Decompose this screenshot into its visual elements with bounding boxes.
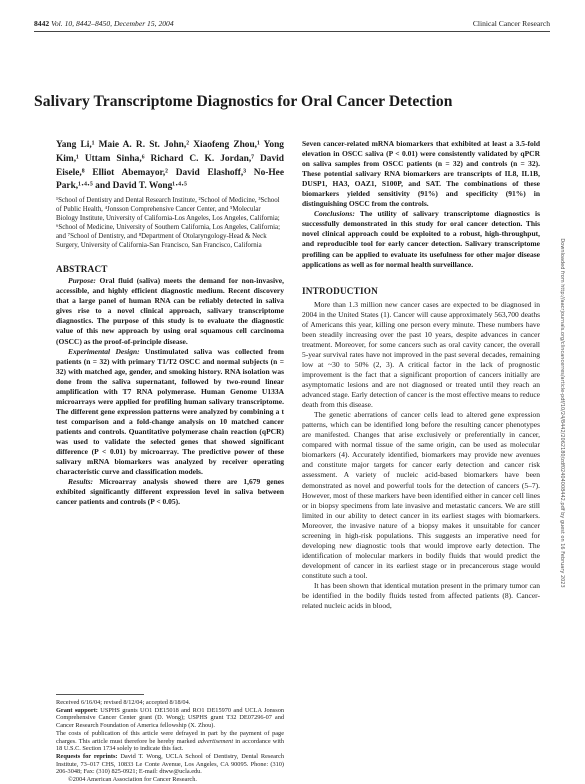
abstract-results-continued: Seven cancer-related mRNA biomarkers that exhibited at least a 3.5-fold elevation in OSCC saliva (P < 0.01) were consistently validated by qPCR on saliva samples from OSCC patients (n = 32) and controls (n = 32). These potential salivary RNA biomarkers are transcripts of IL8, IL1B, DUSP1, HA3, OAZ1, S100P, and SAT. The combinations of these biomarkers yielded sensitivity (91%) and specificity (91%) in distinguishing OSCC from the controls. xyxy=(302,139,540,209)
footnote-rule xyxy=(56,694,144,695)
right-column xyxy=(302,139,540,611)
intro-paragraph-1: More than 1.3 million new cancer cases are expected to be diagnosed in 2004 in the United States (1). Cancer will cause approximately 563,700 deaths of Americans this year, killing one person every minute. These numbers have been steadily increasing over the past 10 years, despite advances in cancer treatment. Moreover, for some cancers such as oral cavity cancer, the overall 5-year survival rates have not improved in the past several decades, remaining low at ~30 to 50% (2, 3). A critical factor in the lack of prognostic improvement is the fact that a significant proportion of cancers initially are asymptomatic lesions and are not diagnosed or treated until they reach an advanced stage. Early detection of cancer is the most effective means to reduce death from this disease. xyxy=(302,299,540,410)
page-number: 8442 xyxy=(34,19,50,28)
introduction-heading: INTRODUCTION xyxy=(302,285,378,296)
download-notice: Downloaded from http://aacrjournals.org/clincancerres/article-pdf/10/24/8442/2062180/zdf02404008442.pdf by guest on 16 February 2023 xyxy=(558,238,565,588)
abstract-design xyxy=(56,347,284,478)
abstract-conclusions xyxy=(302,209,540,269)
download-sidebar xyxy=(556,223,567,603)
publication-costs xyxy=(56,730,284,753)
journal-reference: Vol. 10, 8442–8450, December 15, 2004 xyxy=(51,19,174,28)
abstract-purpose xyxy=(56,276,284,346)
purpose-label: Purpose: xyxy=(68,276,96,286)
intro-paragraph-2: The genetic aberrations of cancer cells lead to altered gene expression patterns, which can be identified long before the resulting cancer phenotypes are manifested. Changes that arise exclusively or preferentially in cancer, compared with normal tissue of the same origin, can be used as molecular biomarkers (4). Accurately identified, biomarkers may provide new avenues and constitute major targets for cancer early detection and cancer risk assessment. A variety of nucleic acid-based biomarkers have been demonstrated as novel and powerful tools for the detection of cancers (5–7). However, most of these markers have been identified either in cancer cell lines or in biopsy specimens from late invasive and metastatic cancers. We are still limited in our ability to detect cancer in its earliest stages with biomarkers. Moreover, the invasive nature of a biopsy makes it unsuitable for cancer screening in high-risk populations. This suggests an imperative need for developing new diagnostic tools that would improve early detection. The identification of molecular markers in bodily fluids that would predict the development of cancer in its earliest stage or in precancerous stage would constitute such a tool. xyxy=(302,410,540,580)
costs-text-a: The costs of publication of this article were defrayed in part by the payment of page charges. This article must therefore be hereby marked xyxy=(56,729,284,745)
design-text: Unstimulated saliva was collected from patients (n = 32) with primary T1/T2 OSCC and normal subjects (n = 32) with matched age, gender, and smoking history. RNA isolation was done from the saliva supernatant, followed by two-round linear amplification with T7 RNA polymerase. Human Genome U133A microarrays were applied for profiling human salivary transcriptome. The different gene expression patterns were analyzed by combining a t test comparison and a fold-change analysis on 10 matched cancer patients and controls. Quantitative polymerase chain reaction (qPCR) was used to validate the selected genes that showed significant difference (P < 0.01) by microarray. The predictive power of these salivary mRNA biomarkers was analyzed by receiver operating characteristic curve and classification models. xyxy=(56,346,284,477)
article-title: Salivary Transcriptome Diagnostics for Oral Cancer Detection xyxy=(34,93,453,110)
header-rule xyxy=(34,31,550,32)
grant-support xyxy=(56,707,284,730)
results-label: Results: xyxy=(68,477,94,487)
affiliations: ¹School of Dentistry and Dental Research Institute, ²School of Medicine, ³School of Public Health, ⁴Jonsson Comprehensive Cancer Center, and ⁵Molecular Biology Institute, University of California-Los Angeles, Los Angeles, California; ⁶School of Medicine, University of Southern California, Los Angeles, California; and ⁷School of Dentistry, and ⁸Department of Otolaryngology-Head & Neck Surgery, University of California-San Francisco, San Francisco, California xyxy=(56,197,281,250)
copyright: ©2004 American Association for Cancer Research. xyxy=(68,776,197,784)
costs-emphasis: advertisement xyxy=(197,737,234,745)
reprints-label: Requests for reprints: xyxy=(56,752,118,760)
results-text: Microarray analysis showed there are 1,679 genes exhibited significantly different expression level in saliva between cancer patients and controls (P < 0.05). xyxy=(56,477,284,507)
conclusions-text: The utility of salivary transcriptome diagnostics is successfully demonstrated in this study for oral cancer detection. This novel clinical approach could be exploited to a robust, high-throughput, and reproducible tool for early cancer detection. Salivary transcriptome profiling can be applied to evaluate its usefulness for other major disease applications as well as for normal health surveillance. xyxy=(302,209,540,269)
grant-label: Grant support: xyxy=(56,706,98,714)
grant-text: USPHS grants UO1 DE15018 and RO1 DE15970 and UCLA Jonsson Comprehensive Cancer Center grant (D. Wong); USPHS grant T32 DE07296-07 and Cancer Research Foundation of America fellowship (X. Zhou). xyxy=(56,706,284,730)
reprint-requests xyxy=(56,753,284,776)
conclusions-label: Conclusions: xyxy=(314,209,355,219)
purpose-text: Oral fluid (saliva) meets the demand for non-invasive, accessible, and highly efficient diagnostic medium. Recent discovery that a large panel of human RNA can be reliably detected in saliva gives rise to a novel clinical approach, salivary transcriptome diagnostics. The purpose of this study is to evaluate the diagnostic value of this new approach by using oral squamous cell carcinoma (OSCC) as the proof-of-principle disease. xyxy=(56,276,284,346)
author-list: Yang Li,¹ Maie A. R. St. John,² Xiaofeng Zhou,¹ Yong Kim,¹ Uttam Sinha,⁶ Richard C. K. Jordan,⁷ David Eisele,⁸ Elliot Abemayor,² David Elashoff,³ No-Hee Park,¹·⁴·⁵ and David T. Wong¹·⁴·⁵ xyxy=(56,140,284,192)
abstract-heading: ABSTRACT xyxy=(56,264,108,275)
reprints-text: David T. Wong, UCLA School of Dentistry, Dental Research Institute, 73–017 CHS, 10833 Le Conte Avenue, Los Angeles, CA 90095. Phone: (310) 206-3048; Fax: (310) 825-0921; E-mail: dtww@ucla.edu. xyxy=(56,752,284,776)
design-label: Experimental Design: xyxy=(68,346,140,356)
received-dates: Received 6/16/04; revised 8/12/04; accepted 8/18/04. xyxy=(56,699,191,706)
abstract-results xyxy=(56,477,284,507)
running-header-left xyxy=(34,19,174,28)
journal-name: Clinical Cancer Research xyxy=(472,19,550,28)
costs-text-b: in accordance with 18 U.S.C. Section 1734 solely to indicate this fact. xyxy=(56,737,284,753)
intro-paragraph-3: It has been shown that identical mutation present in the primary tumor can be identified in the bodily fluids tested from affected patients (8). Cancer-related nucleic acids in blood, xyxy=(302,580,540,611)
footnotes xyxy=(56,699,284,784)
left-column xyxy=(56,139,284,507)
